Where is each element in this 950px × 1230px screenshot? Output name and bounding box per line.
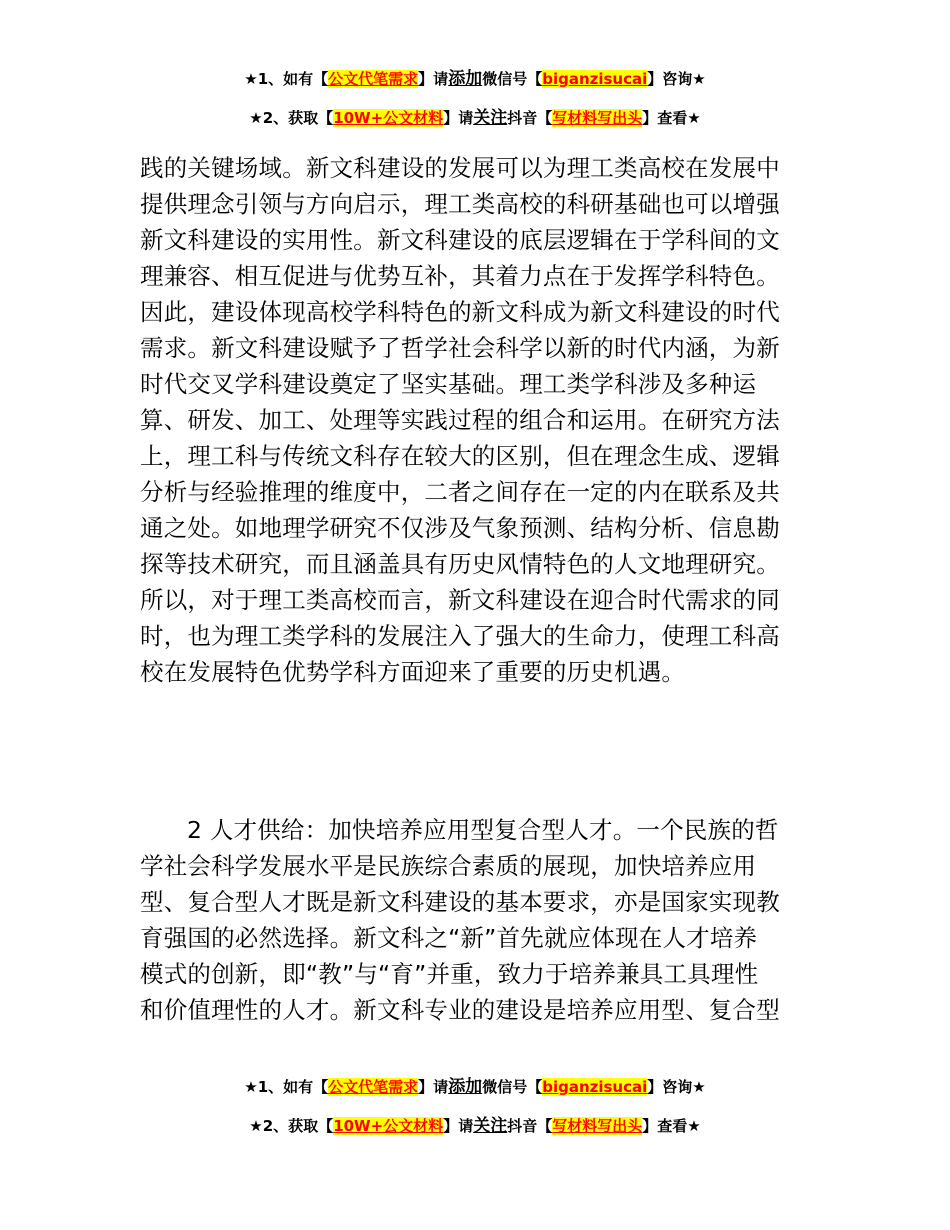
text-line: 探等技术研究，而且涵盖具有历史风情特色的人文地理研究。 (140, 550, 780, 578)
text-line: 和价值理性的人才。新文科专业的建设是培养应用型、复合型 (140, 996, 780, 1024)
banner-suffix: 】咨询★ (647, 70, 706, 88)
text-line: 通之处。如地理学研究不仅涉及气象预测、结构分析、信息勘 (140, 514, 780, 542)
banner-text: 抖音【 (507, 1117, 553, 1135)
banner-emphasis: 添加 (448, 69, 483, 89)
banner-highlight: 公文代笔需求 (328, 70, 419, 88)
banner-suffix: 】查看★ (642, 109, 701, 127)
banner-highlight: 10W+公文材料 (333, 1117, 444, 1135)
text-line: 时代交叉学科建设奠定了坚实基础。理工类学科涉及多种运 (140, 370, 757, 398)
banner-emphasis: 关注 (473, 108, 508, 128)
bottom-banner-line-1 (0, 1076, 950, 1098)
text-line: 所以，对于理工类高校而言，新文科建设在迎合时代需求的同 (140, 586, 780, 614)
banner-emphasis: 关注 (473, 1116, 508, 1136)
banner-text: 】请 (443, 1117, 474, 1135)
banner-text: 】请 (418, 1078, 449, 1096)
top-banner-line-1 (0, 68, 950, 90)
text-line: 算、研发、加工、处理等实践过程的组合和运用。在研究方法 (140, 406, 780, 434)
top-banner-line-2 (0, 107, 950, 129)
banner-emphasis: 添加 (448, 1077, 483, 1097)
text-line: 学社会科学发展水平是民族综合素质的展现，加快培养应用 (140, 852, 757, 880)
banner-highlight: biganzisucai (542, 1078, 648, 1096)
banner-text: 】请 (418, 70, 449, 88)
banner-highlight: 写材料写出头 (552, 1117, 643, 1135)
text-line: 2 人才供给：加快培养应用型复合型人才。一个民族的哲 (187, 816, 779, 844)
banner-highlight: 10W+公文材料 (333, 109, 444, 127)
paragraph-2 (140, 812, 820, 1028)
bottom-banner-line-2 (0, 1115, 950, 1137)
text-line: 新文科建设的实用性。新文科建设的底层逻辑在于学科间的文 (140, 226, 780, 254)
banner-suffix: 】咨询★ (647, 1078, 706, 1096)
banner-text: 抖音【 (507, 109, 553, 127)
text-line: 提供理念引领与方向启示，理工类高校的科研基础也可以增强 (140, 190, 780, 218)
text-line: 需求。新文科建设赋予了哲学社会科学以新的时代内涵，为新 (140, 334, 780, 362)
text-line: 践的关键场域。新文科建设的发展可以为理工类高校在发展中 (140, 154, 780, 182)
text-line: 理兼容、相互促进与优势互补，其着力点在于发挥学科特色。 (140, 262, 780, 290)
text-line: 上，理工科与传统文科存在较大的区别，但在理念生成、逻辑 (140, 442, 780, 470)
banner-highlight: biganzisucai (542, 70, 648, 88)
banner-highlight: 写材料写出头 (552, 109, 643, 127)
banner-text: 微信号【 (482, 70, 543, 88)
text-line: 型、复合型人才既是新文科建设的基本要求，亦是国家实现教 (140, 888, 780, 916)
text-line: 时，也为理工类学科的发展注入了强大的生命力，使理工科高 (140, 622, 780, 650)
text-line: 育强国的必然选择。新文科之“新”首先就应体现在人才培养 (140, 924, 758, 952)
banner-prefix: ★2、获取【 (249, 109, 334, 127)
banner-prefix: ★1、如有【 (244, 70, 329, 88)
text-line: 校在发展特色优势学科方面迎来了重要的历史机遇。 (140, 658, 686, 686)
banner-suffix: 】查看★ (642, 1117, 701, 1135)
banner-text: 】请 (443, 109, 474, 127)
banner-prefix: ★2、获取【 (249, 1117, 334, 1135)
paragraph-1 (140, 150, 820, 690)
text-line: 分析与经验推理的维度中，二者之间存在一定的内在联系及共 (140, 478, 780, 506)
text-line: 因此，建设体现高校学科特色的新文科成为新文科建设的时代 (140, 298, 780, 326)
text-line: 模式的创新，即“教”与“育”并重，致力于培养兼具工具理性 (140, 960, 759, 988)
banner-text: 微信号【 (482, 1078, 543, 1096)
banner-prefix: ★1、如有【 (244, 1078, 329, 1096)
banner-highlight: 公文代笔需求 (328, 1078, 419, 1096)
